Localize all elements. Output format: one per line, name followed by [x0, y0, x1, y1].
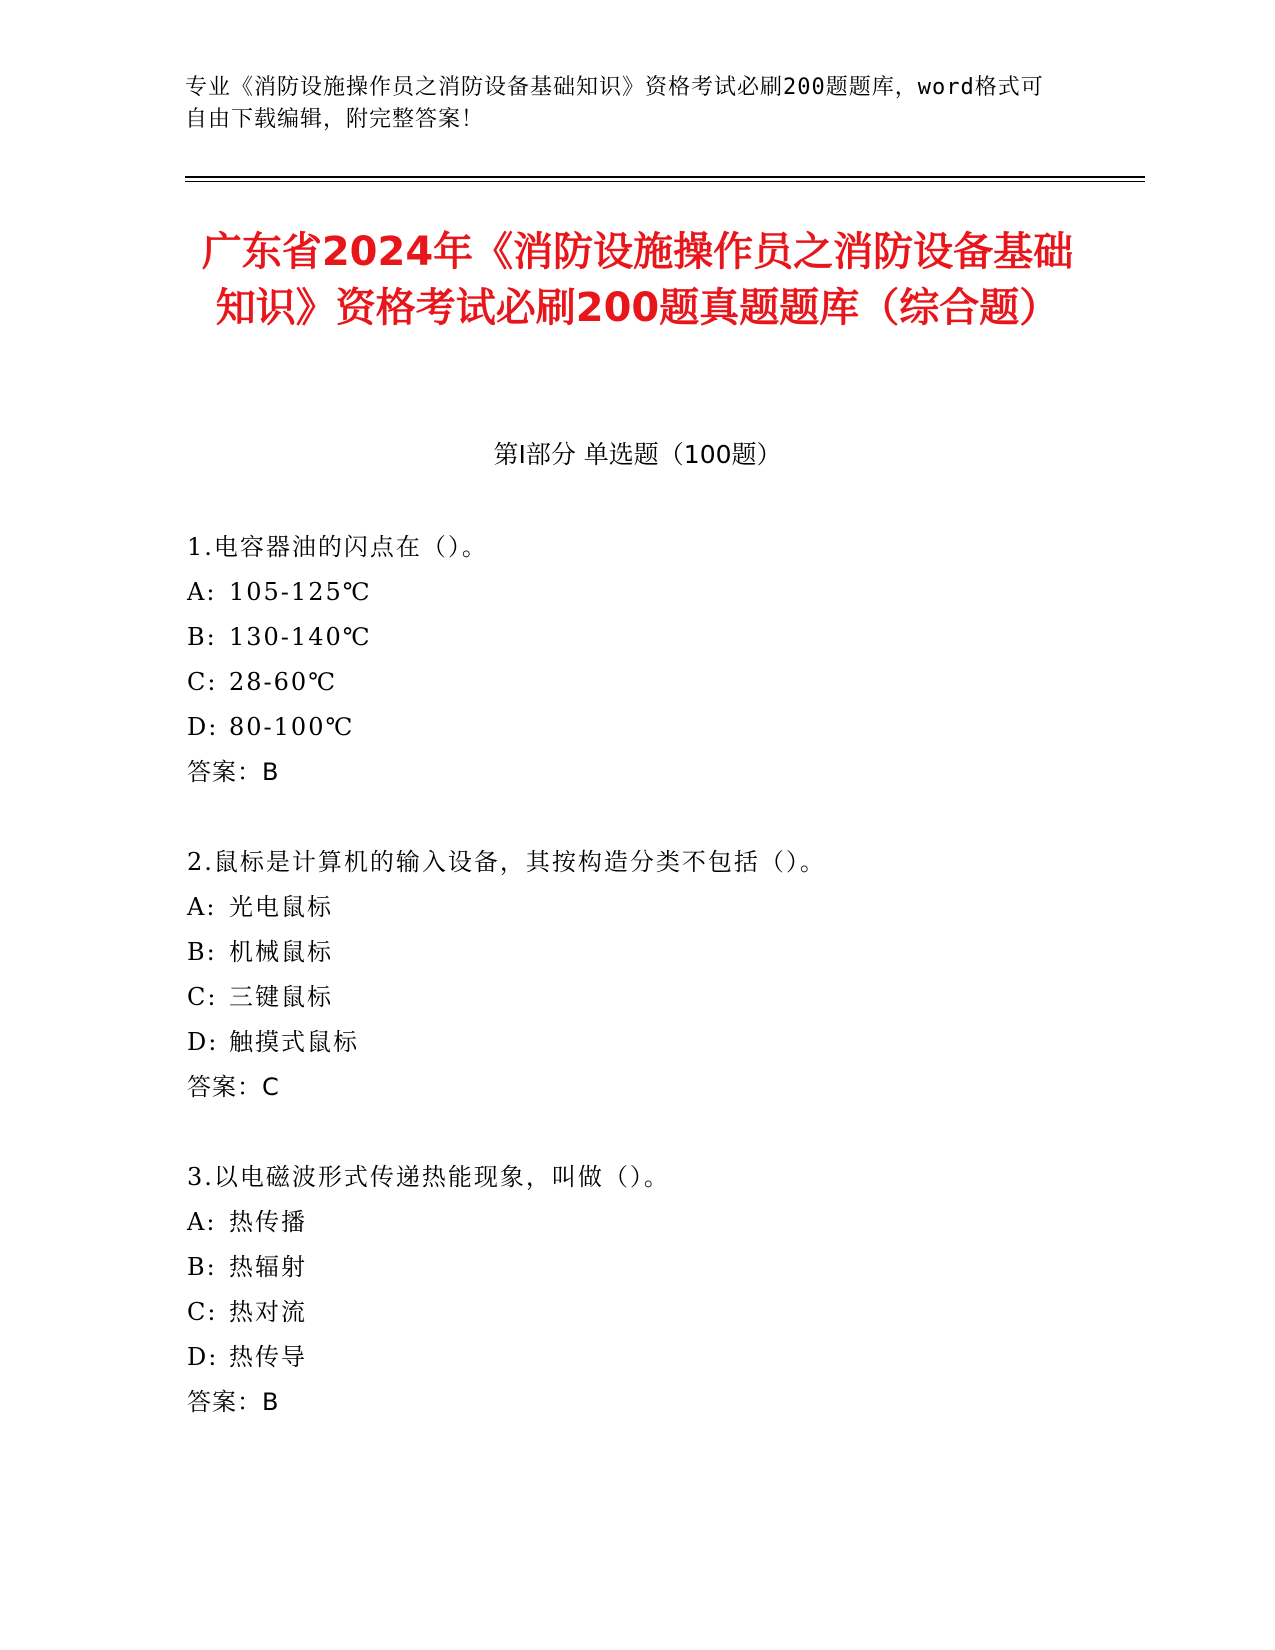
question-3 [187, 1155, 1087, 1425]
header-rule-thin [185, 181, 1145, 182]
option-text: 热传播 [229, 1208, 307, 1236]
option-c [187, 975, 1087, 1020]
option-label: D: [187, 1028, 219, 1056]
document-title: 广东省2024年《消防设施操作员之消防设备基础知识》资格考试必刷200题真题题库（综合题） [201, 229, 1074, 331]
question-2 [187, 840, 1087, 1110]
option-d [187, 1020, 1087, 1065]
option-text: 光电鼠标 [229, 893, 333, 921]
option-c [187, 1290, 1087, 1335]
option-label: D: [187, 1343, 219, 1371]
option-a [187, 570, 1087, 615]
option-label: B: [187, 1253, 217, 1281]
question-stem: 1.电容器油的闪点在（）。 [187, 533, 488, 561]
option-b [187, 930, 1087, 975]
option-label: C: [187, 983, 218, 1011]
option-text: 触摸式鼠标 [229, 1028, 359, 1056]
answer: 答案：B [187, 1388, 280, 1416]
option-label: A: [187, 578, 217, 606]
answer: 答案：B [187, 758, 280, 786]
header-rule-thick [185, 176, 1145, 178]
option-text: 热辐射 [229, 1253, 307, 1281]
question-1 [187, 525, 1087, 795]
option-text: 105-125℃ [229, 578, 372, 606]
option-label: C: [187, 668, 218, 696]
question-stem: 2.鼠标是计算机的输入设备，其按构造分类不包括（）。 [187, 848, 826, 876]
question-stem: 3.以电磁波形式传递热能现象，叫做（）。 [187, 1163, 670, 1191]
option-text: 热对流 [229, 1298, 307, 1326]
option-d [187, 705, 1087, 750]
option-label: A: [187, 893, 217, 921]
option-b [187, 615, 1087, 660]
option-text: 三键鼠标 [229, 983, 333, 1011]
section-title: 第Ⅰ部分 单选题（100题） [493, 440, 782, 469]
option-label: B: [187, 623, 217, 651]
header-note: 专业《消防设施操作员之消防设备基础知识》资格考试必刷200题题库，word格式可自由下载编辑，附完整答案！ [185, 75, 1044, 132]
option-a [187, 885, 1087, 930]
option-text: 热传导 [229, 1343, 307, 1371]
option-text: 机械鼠标 [229, 938, 333, 966]
option-c [187, 660, 1087, 705]
option-b [187, 1245, 1087, 1290]
option-d [187, 1335, 1087, 1380]
option-text: 28-60℃ [229, 668, 338, 696]
option-text: 80-100℃ [229, 713, 355, 741]
option-a [187, 1200, 1087, 1245]
option-label: B: [187, 938, 217, 966]
answer: 答案：C [187, 1073, 280, 1101]
option-text: 130-140℃ [229, 623, 372, 651]
question-list [187, 525, 1087, 1470]
option-label: C: [187, 1298, 218, 1326]
option-label: A: [187, 1208, 217, 1236]
option-label: D: [187, 713, 219, 741]
